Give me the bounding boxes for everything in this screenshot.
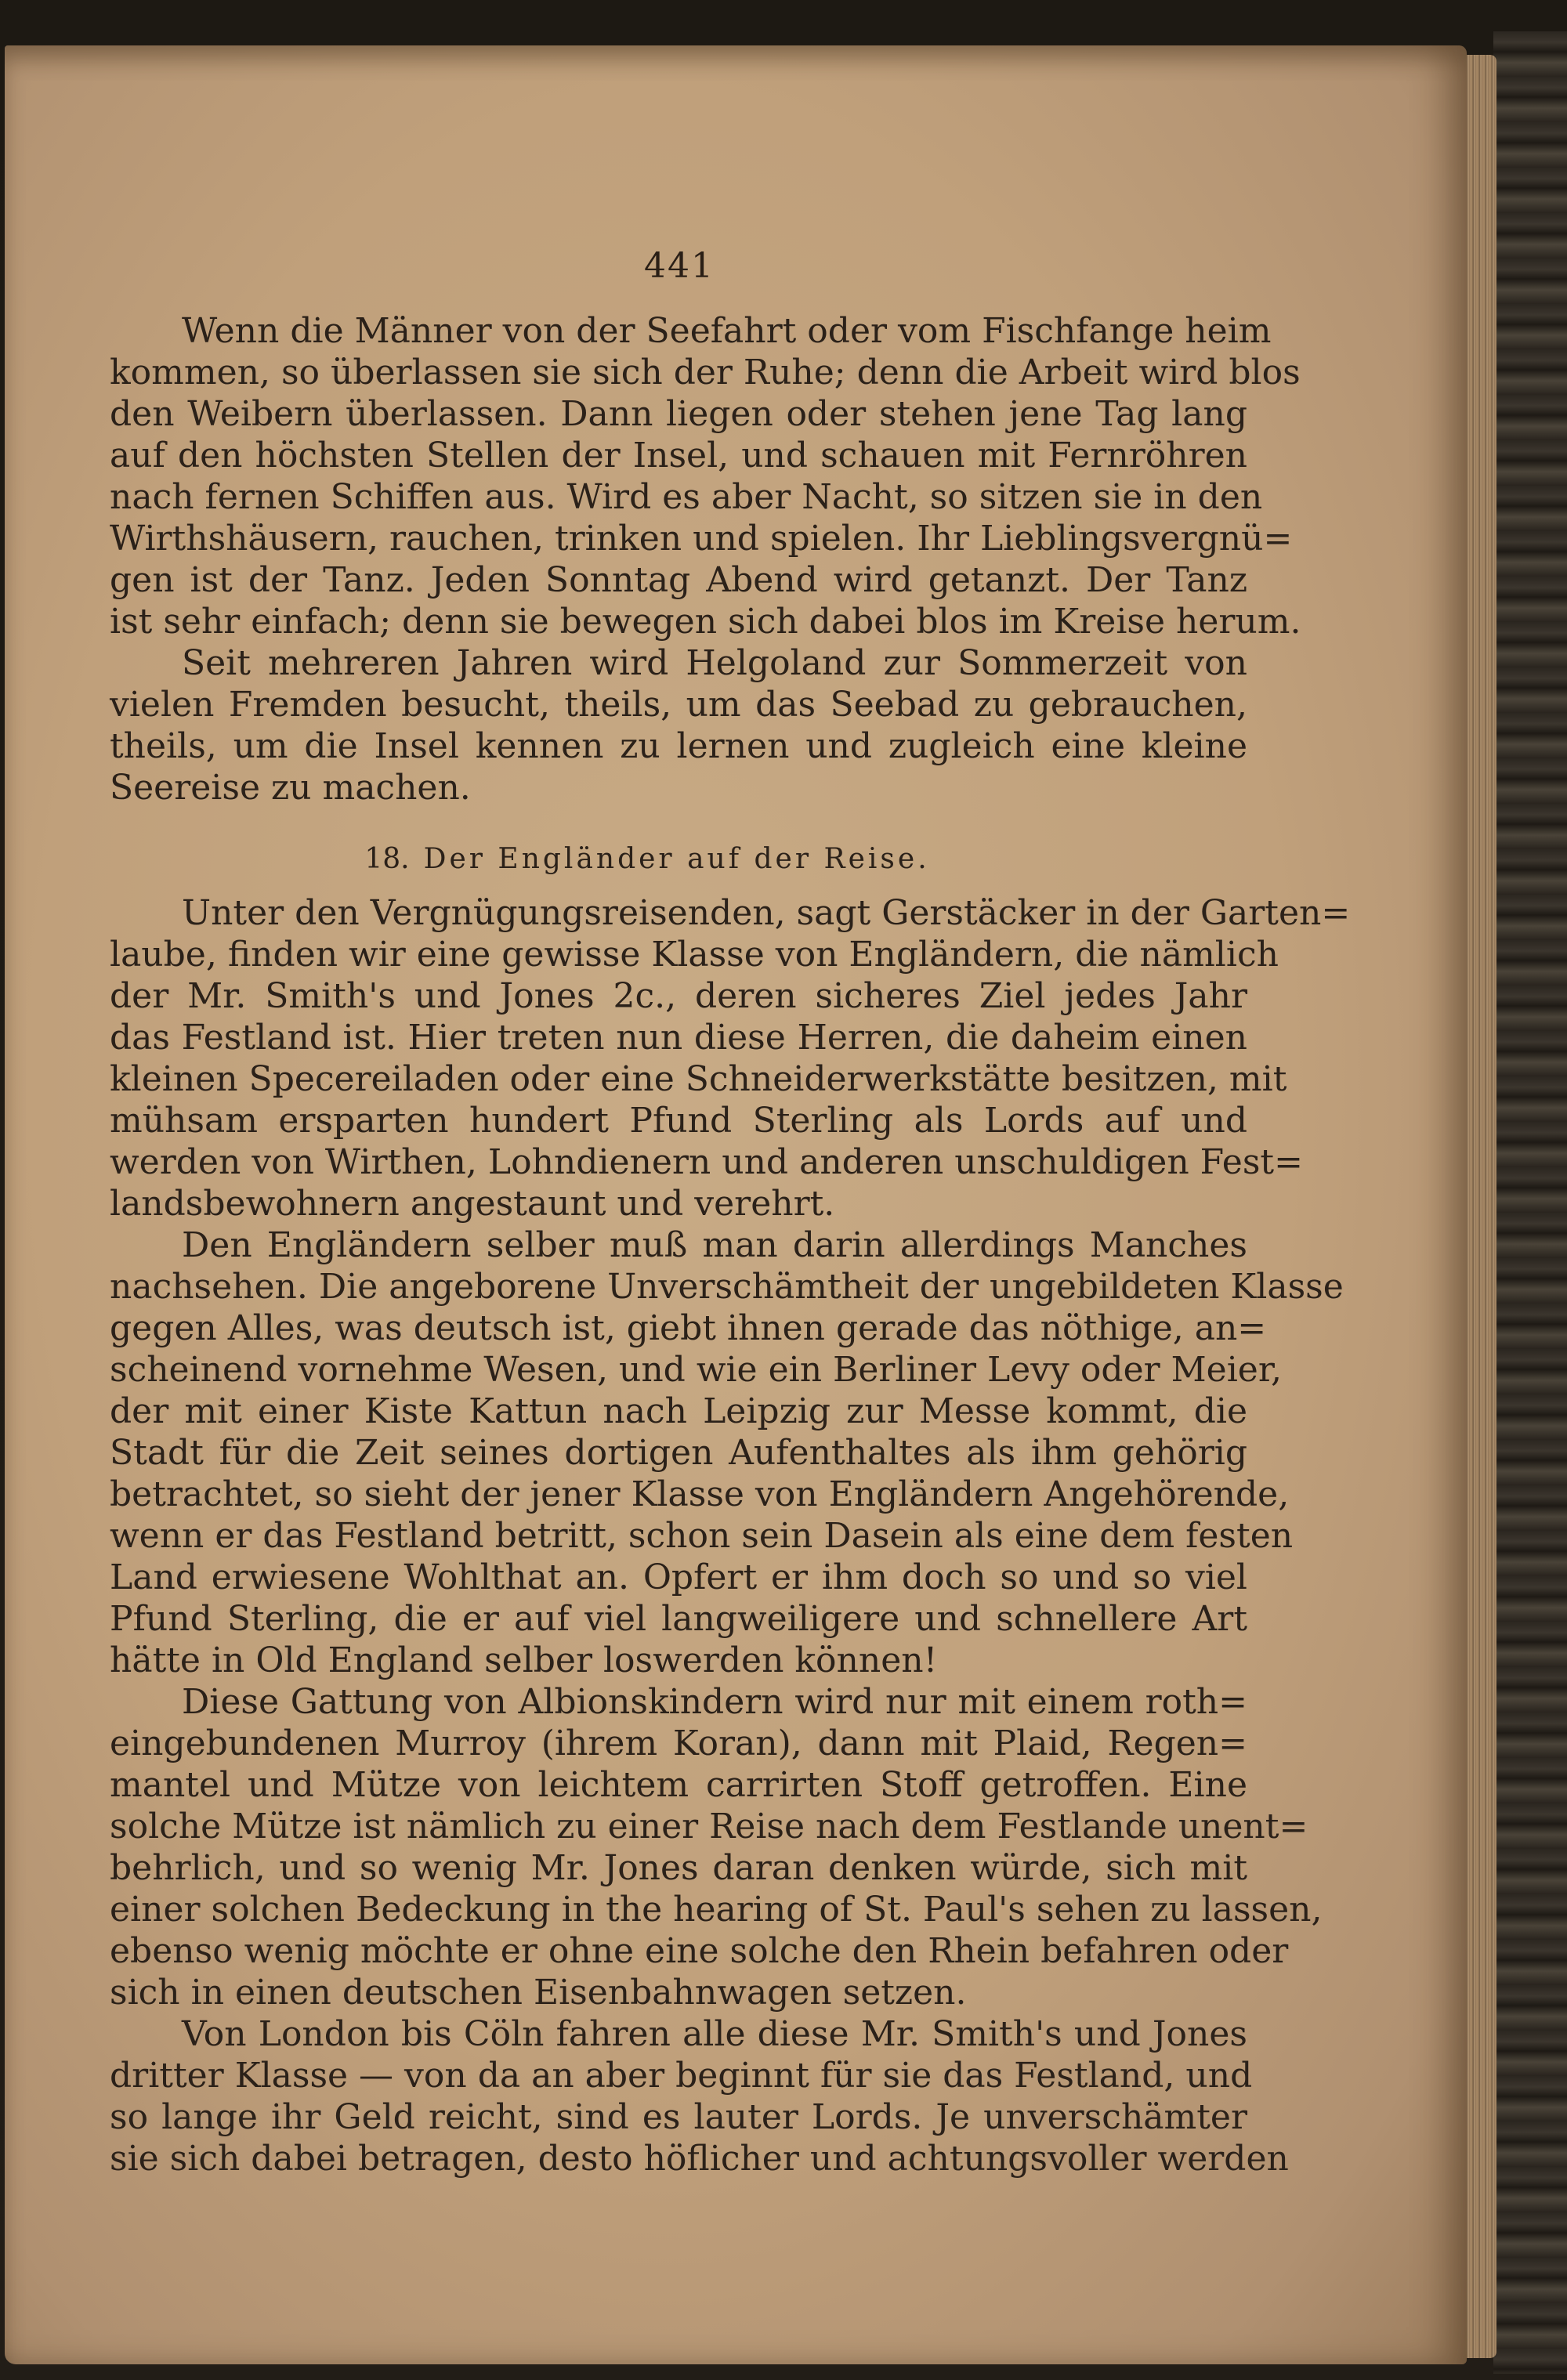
- text-line: Diese Gattung von Albionskindern wird nur mit einem roth=: [182, 1682, 1247, 1722]
- text-line: der Mr. Smith's und Jones 2c., deren sicheres Ziel jedes Jahr: [110, 976, 1247, 1016]
- text-line: ist sehr einfach; denn sie bewegen sich dabei blos im Kreise herum.: [110, 602, 1301, 642]
- text-line: Wenn die Männer von der Seefahrt oder vom Fischfange heim: [182, 311, 1272, 351]
- text-line: sie sich dabei betragen, desto höflicher und achtungsvoller werden: [110, 2139, 1289, 2179]
- paragraph-3: [110, 892, 1351, 1224]
- text-line: dritter Klasse — von da an aber beginnt für sie das Festland, und: [110, 2056, 1253, 2096]
- text-line: laube, finden wir eine gewisse Klasse von Engländern, die nämlich: [110, 935, 1279, 975]
- text-line: sich in einen deutschen Eisenbahnwagen setzen.: [110, 1973, 967, 2013]
- text-line: Wirthshäusern, rauchen, trinken und spielen. Ihr Lieblingsvergnü=: [110, 519, 1293, 559]
- text-line: den Weibern überlassen. Dann liegen oder stehen jene Tag lang: [110, 394, 1247, 434]
- text-line: vielen Fremden besucht, theils, um das Seebad zu gebrauchen,: [110, 685, 1247, 725]
- text-line: auf den höchsten Stellen der Insel, und schauen mit Fernröhren: [110, 436, 1247, 476]
- text-line: eingebundenen Murroy (ihrem Koran), dann mit Plaid, Regen=: [110, 1724, 1247, 1763]
- text-line: Stadt für die Zeit seines dortigen Aufenthaltes als ihm gehörig: [110, 1433, 1247, 1473]
- text-line: Den Engländern selber muß man darin allerdings Manches: [182, 1225, 1247, 1265]
- text-line: gen ist der Tanz. Jeden Sonntag Abend wird getanzt. Der Tanz: [110, 560, 1247, 600]
- paragraph-1: [110, 310, 1301, 642]
- text-line: der mit einer Kiste Kattun nach Leipzig zur Messe kommt, die: [110, 1391, 1247, 1431]
- text-line: nachsehen. Die angeborene Unverschämtheit der ungebildeten Klasse: [110, 1267, 1344, 1307]
- text-line: gegen Alles, was deutsch ist, giebt ihnen gerade das nöthige, an=: [110, 1308, 1267, 1348]
- text-line: werden von Wirthen, Lohndienern und anderen unschuldigen Fest=: [110, 1142, 1303, 1182]
- text-line: Von London bis Cöln fahren alle diese Mr. Smith's und Jones: [182, 2014, 1247, 2054]
- text-line: wenn er das Festland betritt, schon sein Dasein als eine dem festen: [110, 1516, 1294, 1556]
- book-cover-edge: [1493, 31, 1567, 2374]
- text-line: Pfund Sterling, die er auf viel langweiligere und schnellere Art: [110, 1599, 1247, 1639]
- page-number: 441: [644, 246, 715, 286]
- paragraph-6: [110, 2013, 1289, 2179]
- text-line: ebenso wenig möchte er ohne eine solche den Rhein befahren oder: [110, 1931, 1289, 1971]
- text-line: so lange ihr Geld reicht, sind es lauter Lords. Je unverschämter: [110, 2097, 1247, 2137]
- text-line: Land erwiesene Wohlthat an. Opfert er ihm doch so und so viel: [110, 1557, 1247, 1597]
- text-line: kommen, so überlassen sie sich der Ruhe; denn die Arbeit wird blos: [110, 353, 1301, 392]
- paragraph-4: [110, 1224, 1344, 1681]
- text-line: Seit mehreren Jahren wird Helgoland zur Sommerzeit von: [182, 643, 1247, 683]
- text-line: Unter den Vergnügungsreisenden, sagt Gerstäcker in der Garten=: [182, 893, 1351, 933]
- section-number: 18.: [364, 843, 410, 875]
- text-line: theils, um die Insel kennen zu lernen und zugleich eine kleine: [110, 726, 1247, 766]
- text-line: behrlich, und so wenig Mr. Jones daran denken würde, sich mit: [110, 1848, 1247, 1888]
- text-line: einer solchen Bedeckung in the hearing of St. Paul's sehen zu lassen,: [110, 1890, 1323, 1930]
- text-line: hätte in Old England selber loswerden können!: [110, 1640, 938, 1680]
- paragraph-5: [110, 1681, 1323, 2013]
- text-line: scheinend vornehme Wesen, und wie ein Berliner Levy oder Meier,: [110, 1350, 1283, 1390]
- section-title: Der Engländer auf der Reise.: [423, 843, 930, 875]
- text-line: solche Mütze ist nämlich zu einer Reise nach dem Festlande unent=: [110, 1807, 1308, 1846]
- text-line: nach fernen Schiffen aus. Wird es aber Nacht, so sitzen sie in den: [110, 477, 1263, 517]
- text-line: mantel und Mütze von leichtem carrirten Stoff getroffen. Eine: [110, 1765, 1247, 1805]
- text-line: landsbewohnern angestaunt und verehrt.: [110, 1184, 835, 1224]
- page-paper: [5, 45, 1467, 2364]
- body-text: [110, 310, 1351, 2179]
- text-line: Seereise zu machen.: [110, 768, 471, 808]
- section-heading: [110, 838, 1247, 880]
- text-line: mühsam ersparten hundert Pfund Sterling als Lords auf und: [110, 1101, 1247, 1141]
- paragraph-2: [110, 642, 1247, 808]
- text-line: das Festland ist. Hier treten nun diese Herren, die daheim einen: [110, 1018, 1247, 1058]
- text-line: kleinen Specereiladen oder eine Schneiderwerkstätte besitzen, mit: [110, 1059, 1287, 1099]
- text-line: betrachtet, so sieht der jener Klasse von Engländern Angehörende,: [110, 1474, 1290, 1514]
